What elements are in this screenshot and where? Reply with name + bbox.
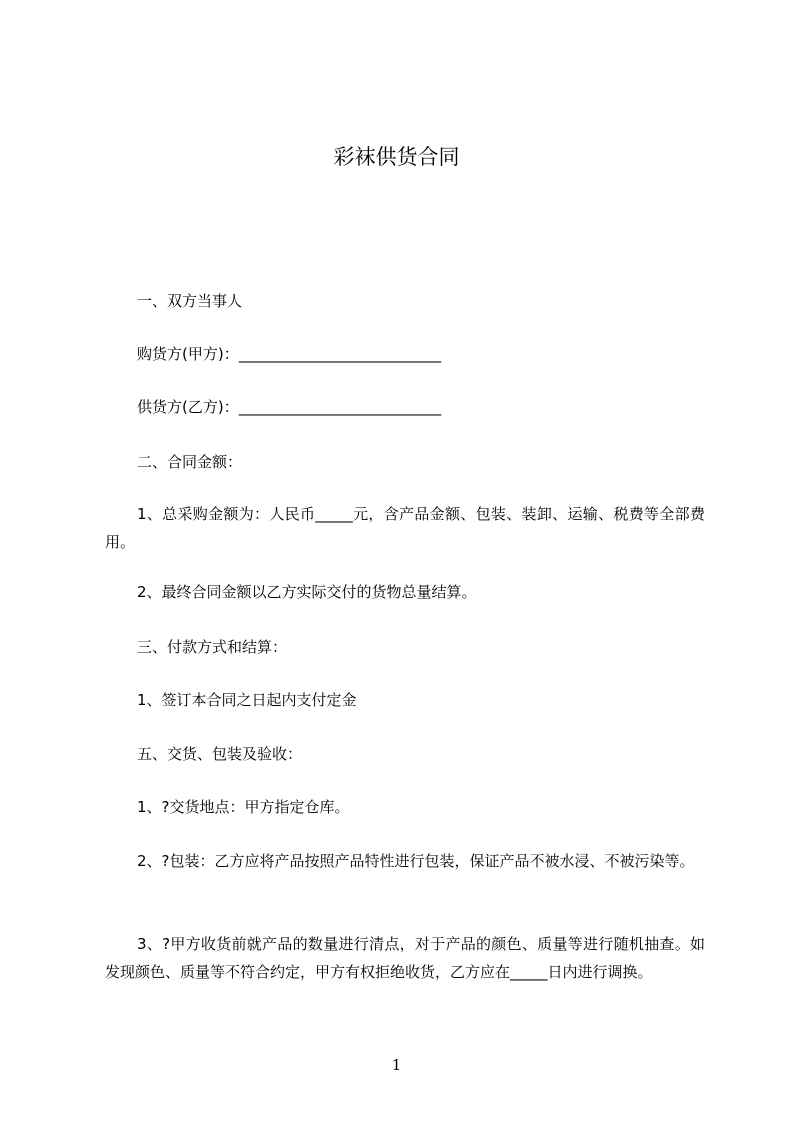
clause-delivery-location: 1、?交货地点：甲方指定仓库。 — [137, 798, 350, 816]
page-number: 1 — [391, 1056, 402, 1074]
supplier-line: 供货方(乙方)：___________________________ — [137, 398, 442, 416]
clause-deposit: 1、签订本合同之日起内支付定金 — [137, 691, 357, 709]
clause-inspection: 3、?甲方收货前就产品的数量进行清点，对于产品的颜色、质量等进行随机抽查。如发现颜色、质量等不符合约定，甲方有权拒绝收货，乙方应在_____日内进行调换。 — [105, 935, 705, 981]
section-heading-parties: 一、双方当事人 — [137, 292, 243, 310]
section-heading-payment: 三、付款方式和结算： — [137, 638, 288, 656]
buyer-line: 购货方(甲方)：___________________________ — [137, 345, 442, 363]
document-title: 彩袜供货合同 — [333, 145, 460, 169]
clause-packaging: 2、?包装：乙方应将产品按照产品特性进行包装，保证产品不被水浸、不被污染等。 — [137, 852, 695, 870]
section-heading-contract-amount: 二、合同金额： — [137, 453, 243, 471]
clause-total-purchase-amount: 1、总采购金额为：人民币_____元，含产品金额、包装、装卸、运输、税费等全部费用。 — [105, 505, 705, 551]
clause-final-settlement: 2、最终合同金额以乙方实际交付的货物总量结算。 — [137, 583, 477, 601]
section-heading-delivery: 五、交货、包装及验收： — [137, 745, 303, 763]
